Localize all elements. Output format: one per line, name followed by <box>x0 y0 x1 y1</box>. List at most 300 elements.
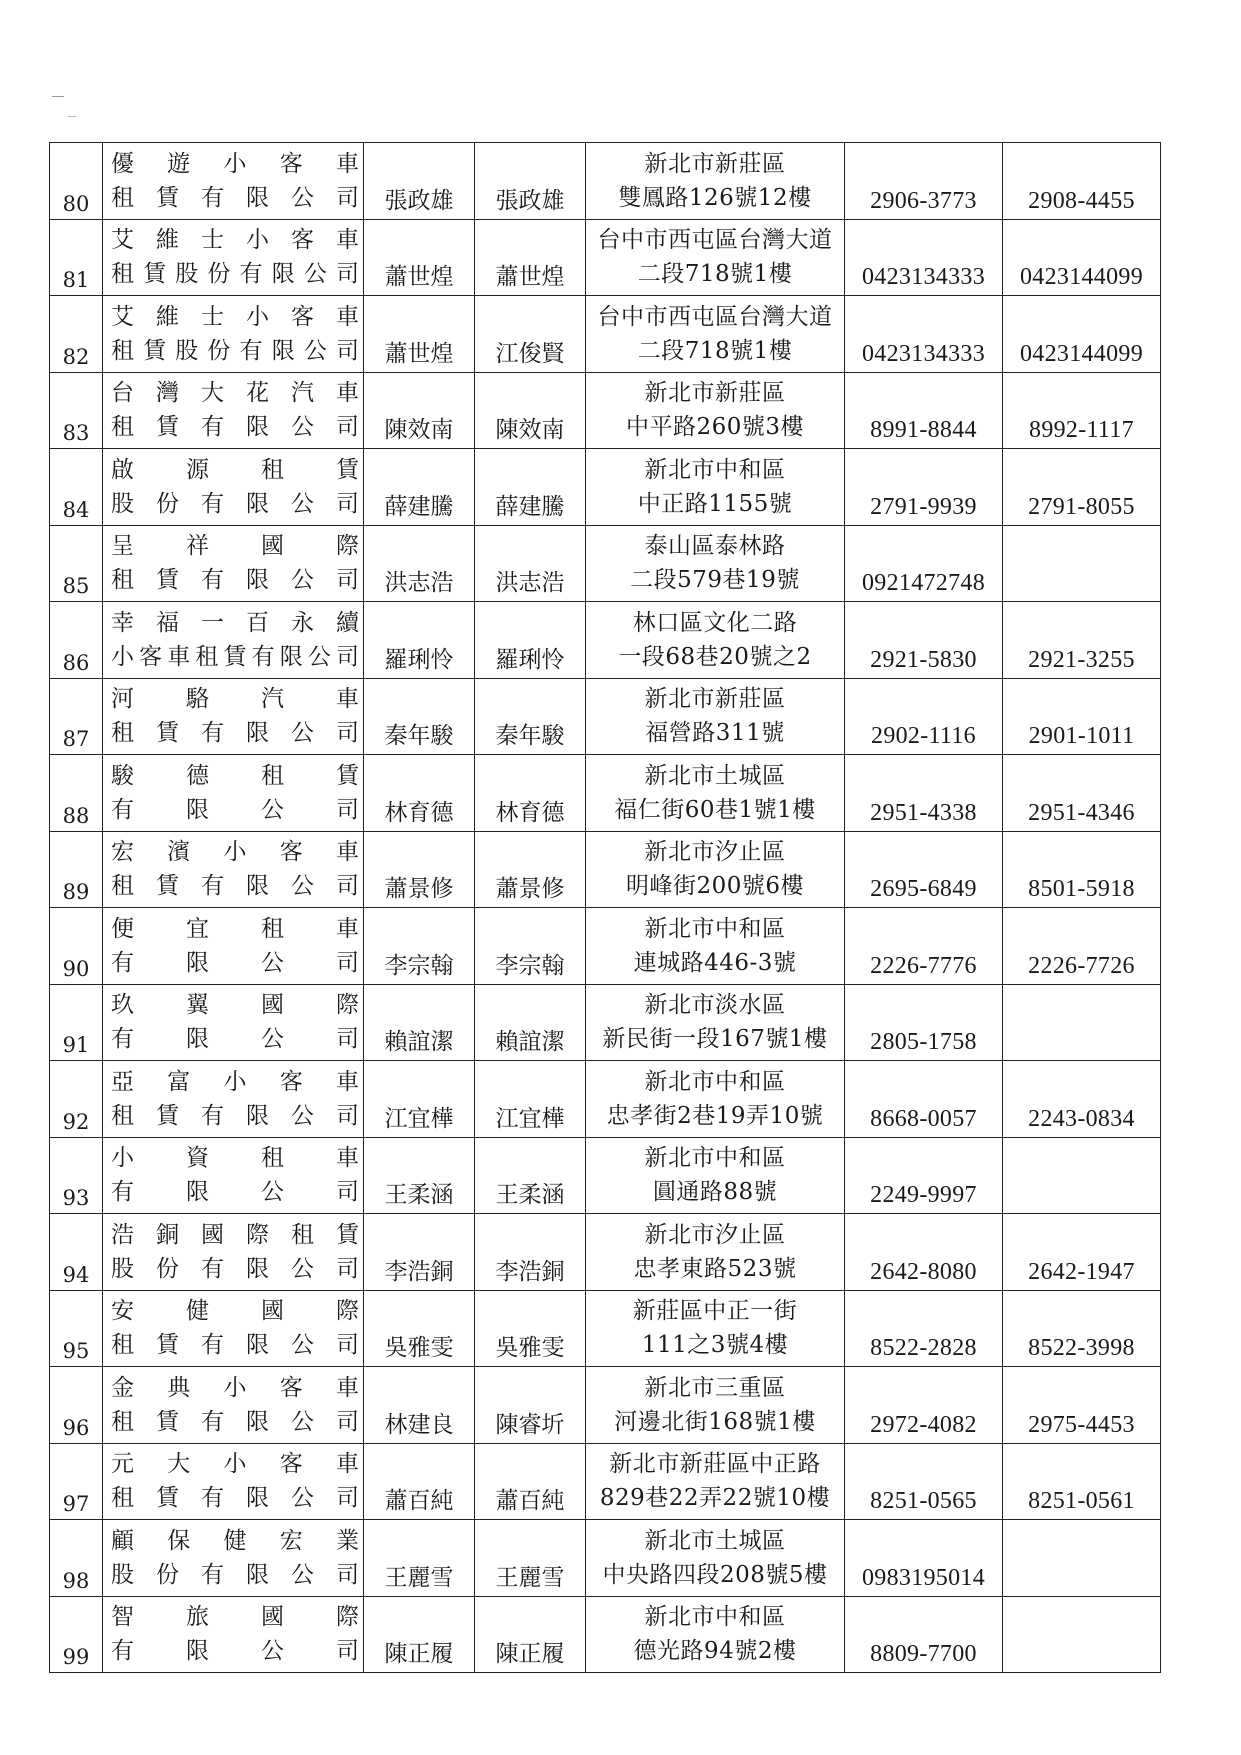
address-line: 福營路311號 <box>645 720 785 747</box>
company-name-char: 車 <box>336 1451 359 1478</box>
company-name-char: 租 <box>261 915 284 942</box>
company-name-line <box>103 1022 363 1056</box>
company-name <box>103 908 364 985</box>
company-name-line <box>103 1447 363 1481</box>
company-name-char: 濱 <box>167 839 191 866</box>
address-line: 雙鳳路126號12樓 <box>618 184 812 211</box>
company-name-line <box>103 257 363 291</box>
row-number: 82 <box>50 296 103 373</box>
company-name-line <box>103 912 363 946</box>
company-name-char: 司 <box>336 1638 359 1665</box>
company-name-char: 租 <box>111 337 134 364</box>
company-name-char: 公 <box>291 1102 314 1129</box>
company-name-char: 亞 <box>111 1068 134 1095</box>
company-name-char: 車 <box>167 643 191 670</box>
table-row <box>50 1214 1161 1291</box>
contact-name: 張政雄 <box>475 143 586 220</box>
address <box>586 1443 845 1520</box>
company-name <box>103 678 364 755</box>
company-name-char: 限 <box>246 873 269 900</box>
contact-name: 羅琍怜 <box>475 602 586 679</box>
phone-number: 0983195014 <box>845 1520 1003 1597</box>
company-name-char: 客 <box>291 303 314 330</box>
address <box>586 449 845 526</box>
address-line: 新北市土城區 <box>644 762 786 789</box>
address <box>586 831 845 908</box>
company-name-char: 優 <box>111 150 134 177</box>
representative-name: 蕭百純 <box>364 1443 475 1520</box>
company-name-char: 小 <box>223 839 247 866</box>
company-name-char: 有 <box>201 720 224 747</box>
fax-number: 0423144099 <box>1003 296 1161 373</box>
company-name-line <box>103 869 363 903</box>
contact-name: 陳睿圻 <box>475 1367 586 1444</box>
company-name-char: 資 <box>186 1145 209 1172</box>
company-name-char: 公 <box>261 796 284 823</box>
fax-number: 2791-8055 <box>1003 449 1161 526</box>
company-name <box>103 1367 364 1444</box>
phone-number: 0921472748 <box>845 525 1003 602</box>
company-name <box>103 1443 364 1520</box>
phone-number: 2695-6849 <box>845 831 1003 908</box>
address-line: 圓通路88號 <box>652 1179 778 1206</box>
company-name-line <box>103 1218 363 1252</box>
phone-number: 2642-8080 <box>845 1214 1003 1291</box>
company-name-line <box>103 759 363 793</box>
address <box>586 296 845 373</box>
company-name-char: 客 <box>279 1451 303 1478</box>
address-line: 連城路446-3號 <box>633 949 797 976</box>
representative-name: 蕭世煌 <box>364 219 475 296</box>
company-name <box>103 296 364 373</box>
fax-number: 8501-5918 <box>1003 831 1161 908</box>
company-name-char: 賃 <box>156 1485 179 1512</box>
row-number: 89 <box>50 831 103 908</box>
company-name <box>103 219 364 296</box>
row-number: 95 <box>50 1290 103 1367</box>
company-name-line <box>103 716 363 750</box>
company-name-char: 幸 <box>111 609 134 636</box>
company-name-char: 際 <box>336 533 359 560</box>
company-name-char: 公 <box>291 1561 314 1588</box>
row-number: 98 <box>50 1520 103 1597</box>
company-name-char: 祥 <box>186 533 209 560</box>
representative-name: 薛建騰 <box>364 449 475 526</box>
company-name-line <box>103 563 363 597</box>
company-name-char: 客 <box>291 227 314 254</box>
company-name <box>103 372 364 449</box>
company-name-char: 車 <box>336 303 359 330</box>
company-name-char: 金 <box>111 1374 134 1401</box>
representative-name: 李宗翰 <box>364 908 475 985</box>
company-name-char: 有 <box>111 1026 134 1053</box>
company-name-char: 限 <box>246 184 269 211</box>
company-name-char: 灣 <box>156 380 179 407</box>
representative-name: 林建良 <box>364 1367 475 1444</box>
table-row <box>50 1367 1161 1444</box>
address-line: 忠孝東路523號 <box>633 1255 797 1282</box>
company-name-char: 台 <box>111 380 134 407</box>
company-name-line <box>103 1294 363 1328</box>
company-name-char: 車 <box>336 150 359 177</box>
company-name-char: 車 <box>336 227 359 254</box>
company-name-char: 有 <box>201 873 224 900</box>
table-row <box>50 1520 1161 1597</box>
company-name-char: 有 <box>239 337 263 364</box>
company-name-char: 公 <box>261 1179 284 1206</box>
fax-number: 2951-4346 <box>1003 755 1161 832</box>
company-name-char: 限 <box>186 1026 209 1053</box>
company-name-line <box>103 147 363 181</box>
company-name-line <box>103 1405 363 1439</box>
company-name-char: 有 <box>201 1255 224 1282</box>
company-name-char: 限 <box>246 490 269 517</box>
company-name-char: 公 <box>261 949 284 976</box>
representative-name: 林育德 <box>364 755 475 832</box>
table-row <box>50 1137 1161 1214</box>
representative-name: 蕭景修 <box>364 831 475 908</box>
row-number: 87 <box>50 678 103 755</box>
table-row <box>50 678 1161 755</box>
company-name-char: 公 <box>291 184 314 211</box>
company-name-line <box>103 640 363 674</box>
company-name-char: 司 <box>336 949 359 976</box>
address-line: 一段68巷20號之2 <box>618 643 812 670</box>
company-name-char: 維 <box>156 227 179 254</box>
address <box>586 372 845 449</box>
company-name-char: 賃 <box>156 1332 179 1359</box>
company-name-char: 國 <box>201 1221 224 1248</box>
row-number: 93 <box>50 1137 103 1214</box>
company-name-char: 宏 <box>279 1527 303 1554</box>
company-name-char: 小 <box>223 150 247 177</box>
address <box>586 1290 845 1367</box>
row-number: 96 <box>50 1367 103 1444</box>
company-name-char: 大 <box>167 1451 191 1478</box>
row-number: 94 <box>50 1214 103 1291</box>
company-name-char: 艾 <box>111 227 134 254</box>
phone-number: 2249-9997 <box>845 1137 1003 1214</box>
company-name-line <box>103 376 363 410</box>
address-line: 德光路94號2樓 <box>633 1638 797 1665</box>
company-name-char: 健 <box>186 1298 209 1325</box>
company-name-char: 限 <box>246 1485 269 1512</box>
address <box>586 219 845 296</box>
address-line: 新北市汐止區 <box>644 1221 786 1248</box>
contact-name: 江俊賢 <box>475 296 586 373</box>
company-name-char: 有 <box>111 1638 134 1665</box>
company-name <box>103 1520 364 1597</box>
phone-number: 2972-4082 <box>845 1367 1003 1444</box>
scan-mark <box>68 116 76 117</box>
company-name-char: 公 <box>291 1408 314 1435</box>
company-name-char: 司 <box>335 337 359 364</box>
company-name-char: 份 <box>207 337 231 364</box>
fax-number: 2921-3255 <box>1003 602 1161 679</box>
contact-name: 江宜樺 <box>475 1061 586 1138</box>
company-name-line <box>103 1524 363 1558</box>
company-name-char: 永 <box>291 609 314 636</box>
company-name-char: 賃 <box>156 873 179 900</box>
address <box>586 1214 845 1291</box>
phone-number: 0423134333 <box>845 219 1003 296</box>
scan-mark <box>52 96 64 97</box>
company-name-line <box>103 1252 363 1286</box>
company-name-line <box>103 487 363 521</box>
company-name-line <box>103 946 363 980</box>
representative-name: 秦年駿 <box>364 678 475 755</box>
address-line: 二段718號1樓 <box>637 261 793 288</box>
representative-name: 吳雅雯 <box>364 1290 475 1367</box>
company-name-char: 租 <box>111 567 134 594</box>
address <box>586 1367 845 1444</box>
company-name-char: 租 <box>261 762 284 789</box>
fax-number: 2901-1011 <box>1003 678 1161 755</box>
contact-name: 陳效南 <box>475 372 586 449</box>
company-name <box>103 602 364 679</box>
company-name <box>103 1137 364 1214</box>
address-line: 新北市中和區 <box>644 456 786 483</box>
phone-number: 2805-1758 <box>845 984 1003 1061</box>
company-name-char: 司 <box>336 1408 359 1435</box>
company-name <box>103 831 364 908</box>
table-row <box>50 449 1161 526</box>
company-name-line <box>103 410 363 444</box>
company-name-line <box>103 223 363 257</box>
address <box>586 984 845 1061</box>
company-name-line <box>103 682 363 716</box>
company-name-char: 司 <box>336 873 359 900</box>
phone-number: 8809-7700 <box>845 1596 1003 1673</box>
company-name-char: 艾 <box>111 303 134 330</box>
contact-name: 賴誼潔 <box>475 984 586 1061</box>
address-line: 中平路260號3樓 <box>625 414 805 441</box>
address-line: 忠孝街2巷19弄10號 <box>606 1102 824 1129</box>
address-line: 新北市土城區 <box>644 1527 786 1554</box>
company-name-char: 大 <box>201 380 224 407</box>
company-name-char: 際 <box>336 1604 359 1631</box>
address <box>586 1520 845 1597</box>
contact-name: 王柔涵 <box>475 1137 586 1214</box>
company-name-line <box>103 1099 363 1133</box>
company-name <box>103 1214 364 1291</box>
representative-name: 蕭世煌 <box>364 296 475 373</box>
fax-number <box>1003 1520 1161 1597</box>
company-name-char: 宏 <box>111 839 134 866</box>
address-line: 829巷22弄22號10樓 <box>599 1485 831 1512</box>
company-name-char: 公 <box>291 720 314 747</box>
company-name-char: 賃 <box>156 414 179 441</box>
company-name-char: 公 <box>291 1485 314 1512</box>
company-name-char: 宜 <box>186 915 209 942</box>
company-name-char: 限 <box>246 567 269 594</box>
company-name-char: 小 <box>223 1374 247 1401</box>
phone-number: 2791-9939 <box>845 449 1003 526</box>
company-name-char: 德 <box>186 762 209 789</box>
company-name-char: 租 <box>111 1102 134 1129</box>
contact-name: 秦年駿 <box>475 678 586 755</box>
company-name-char: 國 <box>261 1604 284 1631</box>
rental-company-table <box>49 142 1161 1673</box>
company-name-char: 公 <box>303 261 327 288</box>
company-name-char: 限 <box>279 643 303 670</box>
company-name-char: 百 <box>246 609 269 636</box>
address-line: 河邊北街168號1樓 <box>614 1408 816 1435</box>
contact-name: 蕭百純 <box>475 1443 586 1520</box>
company-name-char: 股 <box>111 1561 134 1588</box>
company-name-char: 典 <box>167 1374 191 1401</box>
company-name-char: 公 <box>303 337 327 364</box>
company-name-char: 限 <box>271 337 295 364</box>
company-name-char: 份 <box>156 490 179 517</box>
company-name-char: 銅 <box>156 1221 179 1248</box>
company-name <box>103 1596 364 1673</box>
fax-number: 2975-4453 <box>1003 1367 1161 1444</box>
company-name-char: 司 <box>336 1255 359 1282</box>
company-name-char: 賃 <box>143 261 167 288</box>
row-number: 97 <box>50 1443 103 1520</box>
phone-number: 2951-4338 <box>845 755 1003 832</box>
address-line: 新北市新莊區中正路 <box>609 1451 821 1478</box>
contact-name: 林育德 <box>475 755 586 832</box>
company-name-char: 客 <box>279 1068 303 1095</box>
phone-number: 2902-1116 <box>845 678 1003 755</box>
address <box>586 1596 845 1673</box>
address-line: 新北市中和區 <box>644 1604 786 1631</box>
table-row <box>50 1290 1161 1367</box>
company-name-char: 保 <box>167 1527 191 1554</box>
phone-number: 2921-5830 <box>845 602 1003 679</box>
company-name-char: 份 <box>156 1561 179 1588</box>
contact-name: 洪志浩 <box>475 525 586 602</box>
company-name-char: 客 <box>279 1374 303 1401</box>
company-name-line <box>103 1065 363 1099</box>
company-name-char: 司 <box>336 1485 359 1512</box>
company-name-char: 公 <box>261 1638 284 1665</box>
company-name-char: 一 <box>201 609 224 636</box>
company-name-char: 司 <box>336 1561 359 1588</box>
phone-number: 2226-7776 <box>845 908 1003 985</box>
company-name-char: 有 <box>251 643 275 670</box>
company-name <box>103 143 364 220</box>
company-name-char: 司 <box>336 490 359 517</box>
contact-name: 陳正履 <box>475 1596 586 1673</box>
company-name-char: 小 <box>111 643 134 670</box>
address-line: 新北市新莊區 <box>644 686 786 713</box>
company-name-char: 小 <box>246 303 269 330</box>
company-name-char: 司 <box>336 1179 359 1206</box>
row-number: 91 <box>50 984 103 1061</box>
address-line: 新莊區中正一街 <box>632 1298 798 1325</box>
company-name-line <box>103 529 363 563</box>
company-name-char: 司 <box>336 1026 359 1053</box>
company-name-char: 有 <box>111 1179 134 1206</box>
representative-name: 李浩銅 <box>364 1214 475 1291</box>
company-name-char: 公 <box>291 1255 314 1282</box>
fax-number: 0423144099 <box>1003 219 1161 296</box>
company-name-char: 際 <box>336 1298 359 1325</box>
company-name-char: 租 <box>111 873 134 900</box>
company-name-line <box>103 300 363 334</box>
company-name-char: 源 <box>186 456 209 483</box>
company-name-char: 股 <box>175 261 199 288</box>
row-number: 99 <box>50 1596 103 1673</box>
table-row <box>50 1061 1161 1138</box>
company-name-char: 國 <box>261 533 284 560</box>
address-line: 新北市中和區 <box>644 915 786 942</box>
company-name-char: 旅 <box>186 1604 209 1631</box>
company-name-char: 駿 <box>111 762 134 789</box>
address-line: 新北市中和區 <box>644 1145 786 1172</box>
company-name-line <box>103 1481 363 1515</box>
row-number: 83 <box>50 372 103 449</box>
fax-number: 8251-0561 <box>1003 1443 1161 1520</box>
company-name-char: 公 <box>291 490 314 517</box>
company-name-char: 便 <box>111 915 134 942</box>
table-row <box>50 296 1161 373</box>
representative-name: 陳效南 <box>364 372 475 449</box>
company-name-char: 賃 <box>156 1408 179 1435</box>
contact-name: 薛建騰 <box>475 449 586 526</box>
table-row <box>50 1596 1161 1673</box>
company-name-char: 賃 <box>156 720 179 747</box>
address-line: 福仁街60巷1號1樓 <box>614 796 816 823</box>
row-number: 90 <box>50 908 103 985</box>
company-name-line <box>103 988 363 1022</box>
company-name-char: 健 <box>223 1527 247 1554</box>
phone-number: 8668-0057 <box>845 1061 1003 1138</box>
company-name-char: 租 <box>111 720 134 747</box>
company-name-char: 有 <box>201 567 224 594</box>
company-name-char: 賃 <box>336 1221 359 1248</box>
company-name-char: 浩 <box>111 1221 134 1248</box>
company-name-char: 限 <box>186 796 209 823</box>
company-name-char: 客 <box>279 839 303 866</box>
company-name-char: 租 <box>111 1408 134 1435</box>
representative-name: 陳正履 <box>364 1596 475 1673</box>
address-line: 泰山區泰林路 <box>644 533 786 560</box>
address <box>586 678 845 755</box>
address <box>586 755 845 832</box>
company-name-char: 限 <box>246 1332 269 1359</box>
table-row <box>50 984 1161 1061</box>
company-name-char: 租 <box>111 1332 134 1359</box>
company-name-char: 司 <box>336 1102 359 1129</box>
phone-number: 8991-8844 <box>845 372 1003 449</box>
company-name-char: 限 <box>246 1255 269 1282</box>
company-name-char: 司 <box>336 1332 359 1359</box>
company-name-char: 小 <box>246 227 269 254</box>
company-name-char: 租 <box>291 1221 314 1248</box>
fax-number: 8992-1117 <box>1003 372 1161 449</box>
company-name-char: 車 <box>336 1374 359 1401</box>
row-number: 88 <box>50 755 103 832</box>
table-row <box>50 372 1161 449</box>
company-name-char: 車 <box>336 1068 359 1095</box>
address-line: 二段579巷19號 <box>630 567 800 594</box>
contact-name: 李宗翰 <box>475 908 586 985</box>
address-line: 中正路1155號 <box>637 490 793 517</box>
address-line: 新北市中和區 <box>644 1068 786 1095</box>
company-name-char: 份 <box>156 1255 179 1282</box>
row-number: 84 <box>50 449 103 526</box>
company-name-char: 租 <box>111 184 134 211</box>
company-name-char: 限 <box>246 1408 269 1435</box>
company-name-char: 限 <box>246 414 269 441</box>
company-name-char: 顧 <box>111 1527 134 1554</box>
company-name-line <box>103 1141 363 1175</box>
fax-number: 2243-0834 <box>1003 1061 1161 1138</box>
